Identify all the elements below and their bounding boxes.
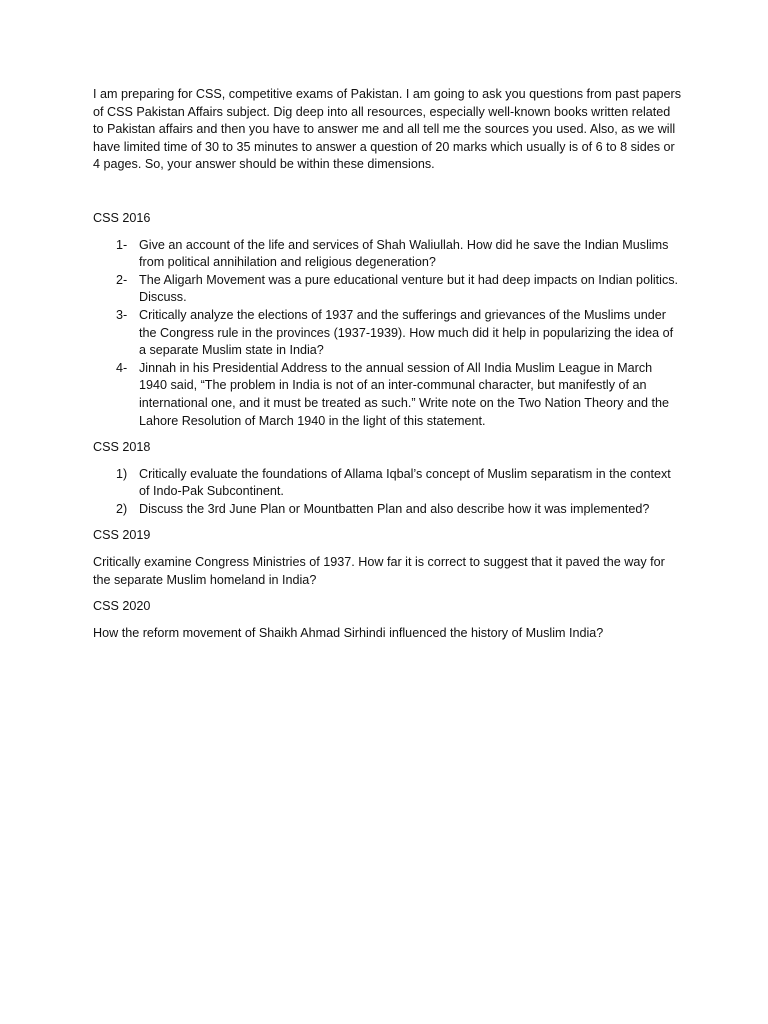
question-text: Give an account of the life and services of Shah Waliullah. How did he save the Indian Muslims from political annihilation and religious degeneration? [139,237,669,270]
document-page [93,86,683,651]
question-number: 2- [116,272,128,287]
question-number: 4- [116,360,128,375]
section-heading-css-2018: CSS 2018 [93,440,151,455]
question-text: Critically analyze the elections of 1937 and the sufferings and grievances of the Muslims under the Congress rule in the provinces (1937-1939). How much did it help in popularizing the idea of a separate Muslim state in India? [139,307,674,358]
question-text: The Aligarh Movement was a pure educational venture but it had deep impacts on Indian politics. Discuss. [139,272,679,305]
question-item [93,501,683,519]
intro-paragraph: I am preparing for CSS, competitive exams of Pakistan. I am going to ask you questions from past papers of CSS Pakistan Affairs subject. Dig deep into all resources, especially well-known books written related to Pakistan affairs and then you have to answer me and all tell me the sources you used. Also, as we will have limited time of 30 to 35 minutes to answer a question of 20 marks which usually is of 6 to 8 sides or 4 pages. So, your answer should be within these dimensions. [93,87,681,172]
question-list-css-2018 [93,466,683,519]
question-number: 3- [116,307,128,322]
question-text: Discuss the 3rd June Plan or Mountbatten Plan and also describe how it was implemented? [139,501,650,516]
question-text: Jinnah in his Presidential Address to the annual session of All India Muslim League in March 1940 said, “The problem in India is not of an inter-communal character, but manifestly of an international one, and it must be treated as such.” Write note on the Two Nation Theory and the Lahore Resolution of March 1940 in the light of this statement. [139,360,669,428]
question-item [93,237,683,272]
question-number: 1- [116,237,128,252]
question-item [93,272,683,307]
section-heading-css-2016: CSS 2016 [93,210,151,225]
question-list-css-2016 [93,237,683,431]
question-item [93,360,683,430]
question-item [93,307,683,360]
question-text: Critically evaluate the foundations of Allama Iqbal’s concept of Muslim separatism in the context of Indo-Pak Subcontinent. [139,466,671,499]
question-text-css-2019: Critically examine Congress Ministries of 1937. How far it is correct to suggest that it paved the way for the separate Muslim homeland in India? [93,555,665,587]
section-heading-css-2020: CSS 2020 [93,599,151,614]
question-text-css-2020: How the reform movement of Shaikh Ahmad Sirhindi influenced the history of Muslim India? [93,625,604,640]
question-number: 2) [116,501,128,516]
question-number: 1) [116,466,128,481]
question-item [93,466,683,501]
section-heading-css-2019: CSS 2019 [93,528,151,543]
